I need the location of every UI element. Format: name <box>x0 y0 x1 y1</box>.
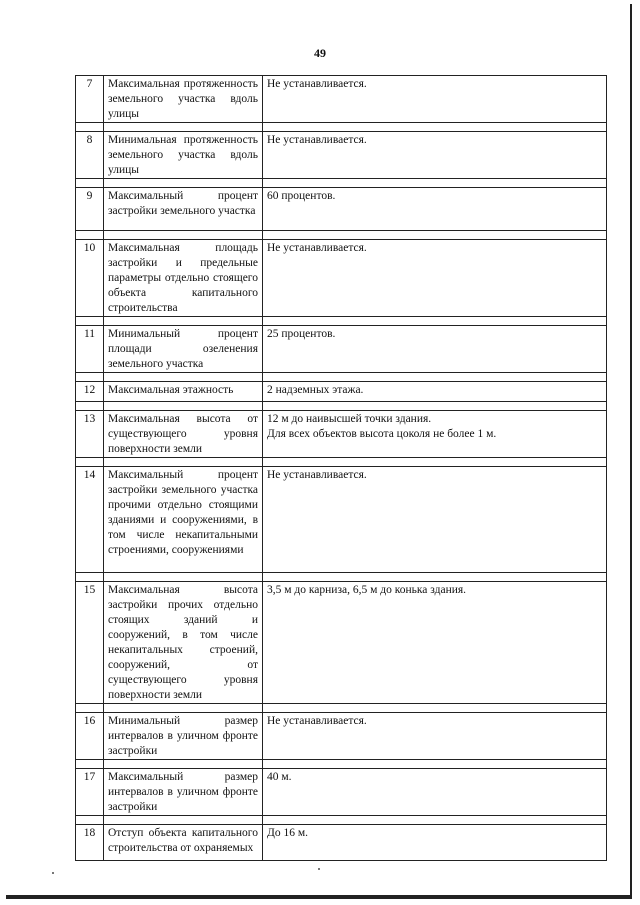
parameter-value <box>263 326 607 373</box>
parameter-name: Минимальная протяженность земельного участка вдоль улицы <box>104 132 263 179</box>
parameter-value <box>263 825 607 861</box>
scan-speck <box>52 872 54 874</box>
parameter-value-line: Не устанавливается. <box>267 134 367 146</box>
parameter-value-line: 12 м до наивысшей точки здания. <box>267 413 432 425</box>
parameter-value-line: 2 надземных этажа. <box>267 384 364 396</box>
row-spacer <box>76 816 607 825</box>
row-number: 17 <box>76 769 104 816</box>
row-number: 18 <box>76 825 104 861</box>
parameter-value-line: Для всех объектов высота цоколя не более 1 м. <box>267 428 497 440</box>
parameter-name: Максимальный процент застройки земельного участка прочими отдельно стоящими зданиями и сооружениями, в том числе некапитальными строениями, сооружениями <box>104 467 263 573</box>
table-row <box>76 240 607 317</box>
parameter-name: Минимальный размер интервалов в уличном фронте застройки <box>104 713 263 760</box>
row-spacer <box>76 760 607 769</box>
parameter-name: Максимальная протяженность земельного участка вдоль улицы <box>104 76 263 123</box>
parameter-name: Максимальная высота застройки прочих отдельно стоящих зданий и сооружений, в том числе некапитальных строений, сооружений, от существующего уровня поверхности земли <box>104 582 263 704</box>
row-spacer <box>76 458 607 467</box>
table-row <box>76 76 607 123</box>
regulations-table-body <box>76 76 607 861</box>
parameter-value <box>263 382 607 402</box>
parameter-value <box>263 188 607 231</box>
row-spacer <box>76 123 607 132</box>
row-spacer <box>76 704 607 713</box>
parameter-value <box>263 713 607 760</box>
parameter-value-line: Не устанавливается. <box>267 78 367 90</box>
parameter-value <box>263 769 607 816</box>
row-spacer <box>76 317 607 326</box>
parameter-value-line: Не устанавливается. <box>267 469 367 481</box>
table-row <box>76 825 607 861</box>
row-spacer <box>76 402 607 411</box>
table-row <box>76 382 607 402</box>
row-number: 13 <box>76 411 104 458</box>
row-number: 16 <box>76 713 104 760</box>
parameter-value <box>263 76 607 123</box>
table-row <box>76 582 607 704</box>
row-number: 15 <box>76 582 104 704</box>
page-number: 49 <box>314 46 326 60</box>
table-row <box>76 188 607 231</box>
parameter-name: Максимальный процент застройки земельного участка <box>104 188 263 231</box>
parameter-name: Максимальная этажность <box>104 382 263 402</box>
row-number: 9 <box>76 188 104 231</box>
row-spacer <box>76 231 607 240</box>
row-number: 8 <box>76 132 104 179</box>
regulations-table <box>75 75 607 861</box>
table-row <box>76 769 607 816</box>
parameter-name: Максимальная высота от существующего уровня поверхности земли <box>104 411 263 458</box>
parameter-value <box>263 240 607 317</box>
parameter-name: Максимальная площадь застройки и предельные параметры отдельно стоящего объекта капитального строительства <box>104 240 263 317</box>
row-number: 12 <box>76 382 104 402</box>
parameter-value-line: Не устанавливается. <box>267 242 367 254</box>
table-row <box>76 411 607 458</box>
parameter-value-line: 60 процентов. <box>267 190 336 202</box>
parameter-name: Минимальный процент площади озеленения земельного участка <box>104 326 263 373</box>
parameter-value <box>263 411 607 458</box>
row-number: 7 <box>76 76 104 123</box>
parameter-name: Отступ объекта капитального строительства от охраняемых <box>104 825 263 861</box>
row-spacer <box>76 179 607 188</box>
parameter-value <box>263 582 607 704</box>
scan-speck <box>318 868 320 870</box>
parameter-value-line: 25 процентов. <box>267 328 336 340</box>
parameter-value-line: 40 м. <box>267 771 292 783</box>
parameter-value-line: 3,5 м до карниза, 6,5 м до конька здания. <box>267 584 467 596</box>
parameter-value <box>263 467 607 573</box>
parameter-value-line: До 16 м. <box>267 827 308 839</box>
parameter-value <box>263 132 607 179</box>
parameter-name: Максимальный размер интервалов в уличном фронте застройки <box>104 769 263 816</box>
table-row <box>76 467 607 573</box>
row-number: 14 <box>76 467 104 573</box>
row-number: 10 <box>76 240 104 317</box>
table-row <box>76 713 607 760</box>
row-spacer <box>76 573 607 582</box>
table-row <box>76 326 607 373</box>
row-number: 11 <box>76 326 104 373</box>
row-spacer <box>76 373 607 382</box>
parameter-value-line: Не устанавливается. <box>267 715 367 727</box>
table-row <box>76 132 607 179</box>
